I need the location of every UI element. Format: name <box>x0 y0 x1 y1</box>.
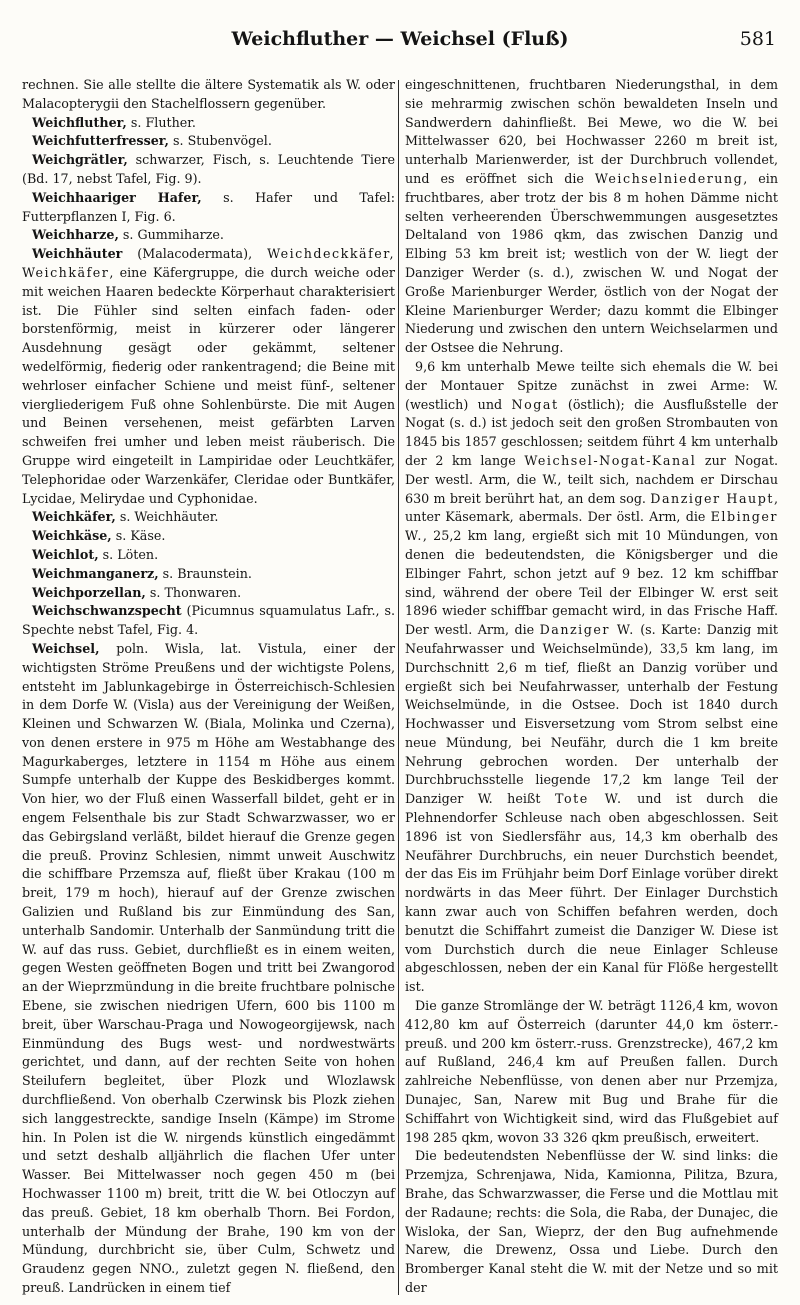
entry-text: rechnen. Sie alle stellte die ältere Systematik als W. oder Malacopterygii den Stachelflossern gegenüber. <box>22 77 395 111</box>
entry-text: und ist durch die Plehnendorfer Schleuse nach oben abgeschlossen. Seit 1896 ist von Siedlersfähr aus, 14,3 km oberhalb des Neufährer Durchbruchs, ein neuer Durchstich beendet, der das Eis im Frühjahr beim Dorf Einlage vorüber direkt nordwärts in das Meer führt. Der Einlager Durchstich kann zwar auch von Schiffen befahren werden, doch benutzt die Schiffahrt zumeist die Danziger W. Diese ist vom Durchstich durch die neue Einlager Schleuse abgeschlossen, neben der ein Kanal für Flöße hergestellt ist. <box>405 791 779 995</box>
entry-text: , eine Käfergruppe, die durch weiche oder mit weichen Haaren bedeckte Körperhaut charakterisiert ist. Die Fühler sind selten einfach faden- oder borstenförmig, meist in kürzerer oder längerer Ausdehnung gesägt oder gekämmt, seltener wedelförmig, fiederig oder rankentragend; die Beine mit wehrloser einfacher Schiene und meist fünf-, seltener viergliederigem Fuß ohne Sohlenbürste. Die mit Augen und Beinen versehenen, meist gefärbten Larven schweifen frei umher und leben meist räuberisch. Die Gruppe wird eingeteilt in Lampiridae oder Leuchtkäfer, Telephoridae oder Warzenkäfer, Cleridae oder Buntkäfer, Lycidae, Melirydae und Cyphonidae. <box>22 264 395 506</box>
entry-headword: Weichporzellan, <box>32 584 146 600</box>
entry-text: s. Gummiharze. <box>118 227 224 243</box>
dictionary-entry <box>22 584 395 603</box>
running-head: Weichfluther — Weichsel (Fluß) <box>231 28 569 50</box>
right-column <box>405 76 778 1298</box>
entry-headword: Weichsel, <box>32 640 100 656</box>
page-header <box>22 26 778 56</box>
entry-text: , unter Käsemark, abermals. Der östl. Arm, die <box>405 490 778 525</box>
entry-headword: Weichgrätler, <box>32 152 128 168</box>
entry-text: s. Weichhäuter. <box>115 509 219 525</box>
entry-headword: Weichkäse, <box>32 528 112 544</box>
dictionary-entry <box>22 189 395 227</box>
dictionary-entry <box>22 527 395 546</box>
entry-headword: Weichschwanzspecht <box>32 603 182 619</box>
entry-text: zur Nogat. Der westl. Arm, die W., teilt sich, nachdem er Dirschau 630 m breit berührt hat, an dem sog. <box>405 452 779 506</box>
page-number: 581 <box>739 28 776 50</box>
entry-text: Die bedeutendsten Nebenflüsse der W. sind links: die Przemjza, Schrenjawa, Nida, Kamionna, Pilitza, Bzura, Brahe, das Schwarzwasser, die Ferse und die Mottlau mit der Radaune; rechts: die Sola, die Raba, der Dunajec, die Wisloka, der San, Wieprz, der den Bug aufnehmende Narew, die Drewenz, Ossa und Liebe. Durch den Bromberger Kanal steht die W. mit der Netze und so mit der <box>405 1148 778 1295</box>
dictionary-entry <box>22 546 395 565</box>
spaced-term: Danziger Haupt <box>650 490 774 506</box>
column-divider <box>398 80 399 1295</box>
spaced-term: Tote W. <box>555 791 623 807</box>
entry-headword: Weichhaariger Hafer, <box>32 189 202 205</box>
entry-text: 9,6 km unterhalb Mewe teilte sich ehemals die W. bei der Montauer Spitze zunächst in zwei Arme: W. (westlich) und <box>405 358 778 412</box>
dictionary-entry <box>22 151 395 189</box>
dictionary-entry <box>22 640 395 1298</box>
entry-headword: Weichmanganerz, <box>32 565 159 581</box>
dictionary-entry <box>22 132 395 151</box>
text-paragraph <box>22 76 395 114</box>
entry-text: s. Braunstein. <box>158 565 252 581</box>
entry-text: , 25,2 km lang, ergießt sich mit 10 Mündungen, von denen die bedeutendsten, die Königsberger und die Elbinger Fahrt, schon jetzt auf 9 bez. 12 km schiffbar sind, während der obere Teil der Elbinger W. erst seit 1896 wieder schiffbar gemacht wird, in das Frische Haff. Der westl. Arm, die <box>405 528 778 638</box>
entry-text: (Malacodermata), <box>122 246 268 262</box>
spaced-term: Weichsel-Nogat-Kanal <box>524 452 697 468</box>
entry-text: , ein fruchtbares, aber trotz der bis 8 m hohen Dämme nicht selten verheerenden Überschwemmungen ausgesetztes Deltaland von 1986 qkm, das zwischen Danzig und Elbing 53 km breit ist; westlich von der W. liegt der Danziger Werder (s. d.), zwischen W. und Nogat der Große Marienburger Werder, östlich von der Nogat der Kleine Marienburger Werder; dazu kommt die Elbinger Niederung und zwischen den untern Weichselarmen und der Ostsee die Nehrung. <box>405 170 778 356</box>
entry-text: s. Fluther. <box>126 114 196 130</box>
entry-headword: Weichhäuter <box>32 246 123 262</box>
text-paragraph <box>405 76 778 358</box>
spaced-term: Weichdeckkäfer, Weichkäfer <box>22 246 395 280</box>
entry-text: (östlich); die Ausflußstelle der Nogat (s. d.) ist jedoch seit den großen Strombauten von 1845 bis 1857 geschlossen; seitdem führt 4 km unterhalb der 2 km lange <box>405 396 778 468</box>
entry-text: eingeschnittenen, fruchtbaren Niederungsthal, in dem sie mehrarmig zwischen schön bewaldeten Inseln und Sandwerdern dahinfließt. Bei Mewe, wo die W. bei Mittelwasser 620, bei Hochwasser 2260 m breit ist, unterhalb Marienwerder, ist der Durchbruch vollendet, und es eröffnet sich die <box>405 77 778 186</box>
entry-text: s. Thonwaren. <box>145 584 242 600</box>
dictionary-entry <box>22 565 395 584</box>
entry-text: s. Käse. <box>111 528 166 544</box>
entry-text: s. Hafer und Tafel: Futterpflanzen I, Fig. 6. <box>22 189 395 224</box>
dictionary-entry <box>22 226 395 245</box>
entry-text: s. Löten. <box>98 546 159 562</box>
entry-text: s. Stubenvögel. <box>168 133 272 149</box>
spaced-term: Nogat <box>511 396 559 412</box>
entry-text: poln. Wisla, lat. Vistula, einer der wichtigsten Ströme Preußens und der wichtigste Polens, entsteht im Jablunkagebirge in Österreichisch-Schlesien in dem Dorfe W. (Visla) aus der Vereinigung der Weißen, Kleinen und Schwarzen W. (Biala, Molinka und Czerna), von denen erstere in 975 m Höhe am Westabhange des Magurkaberges, letztere in 1154 m Höhe aus einem Sumpfe unterhalb der Kuppe des Beskidberges kommt. Von hier, wo der Fluß einen Wasserfall bildet, geht er in engem Felsenthale bis zur Stadt Schwarzwasser, wo er das Gebirgsland verläßt, bildet hierauf die Grenze gegen die preuß. Provinz Schlesien, nimmt unweit Auschwitz die schiffbare Przemsza auf, fließt über Krakau (100 m breit, 179 m hoch), hierauf auf der Grenze zwischen Galizien und Rußland bis zur Einmündung des San, unterhalb Sandomir. Unterhalb der Sanmündung tritt die W. auf das russ. Gebiet, durchfließt es in einem weiten, gegen Westen geöffneten Bogen und tritt bei Zwangorod an der Wieprzmündung in die breite fruchtbare polnische Ebene, sie zwischen niedrigen Ufern, 600 bis 1100 m breit, über Warschau-Praga und Nowogeorgijewsk, nach Einmündung des Bugs west- und nordwestwärts gerichtet, und dann, auf der rechten Seite von hohen Steilufern begleitet, über Plozk und Wlozlawsk durchfließend. Von oberhalb Czerwinsk bis Plozk ziehen sich langgestreckte, sandige Inseln (Kämpe) im Strome hin. In Polen ist die W. nirgends künstlich eingedämmt und setzt deshalb alljährlich die flachen Ufer unter Wasser. Bei Mittelwasser noch gegen 450 m (bei Hochwasser 1100 m) breit, tritt die W. bei Otloczyn auf das preuß. Gebiet, 18 km oberhalb Thorn. Bei Fordon, unterhalb der Mündung der Brahe, 190 km von der Mündung, durchbricht sie, über Culm, Schwetz und Graudenz gegen NNO., zuletzt gegen N. fließend, den preuß. Landrücken in einem tief <box>22 640 395 1295</box>
dictionary-entry <box>22 508 395 527</box>
dictionary-entry <box>22 602 395 640</box>
entry-headword: Weichfluther, <box>32 114 127 130</box>
dictionary-entry <box>22 245 395 508</box>
entry-text: (Picumnus squamulatus Lafr., s. Spechte nebst Tafel, Fig. 4. <box>22 603 395 638</box>
text-paragraph <box>405 358 778 997</box>
text-paragraph <box>405 1147 778 1297</box>
entry-text: Die ganze Stromlänge der W. beträgt 1126,4 km, wovon 412,80 km auf Österreich (darunter 44,0 km österr.-preuß. und 200 km österr.-russ. Grenzstrecke), 467,2 km auf Rußland, 246,4 km auf Preußen fallen. Durch zahlreiche Nebenflüsse, von denen aber nur Przemjza, Dunajec, San, Narew mit Bug und Brahe für die Schiffahrt von Wichtigkeit sind, wird das Flußgebiet auf 198 285 qkm, wovon 33 326 qkm preußisch, erweitert. <box>405 998 778 1145</box>
entry-text: schwarzer, Fisch, s. Leuchtende Tiere (Bd. 17, nebst Tafel, Fig. 9). <box>22 152 395 186</box>
spaced-term: Elbinger W. <box>405 509 778 544</box>
left-column <box>22 76 395 1298</box>
spaced-term: Weichselniederung <box>594 170 744 186</box>
spaced-term: Danziger W. <box>539 622 635 638</box>
entry-headword: Weichkäfer, <box>32 509 116 525</box>
entry-headword: Weichharze, <box>32 227 119 243</box>
dictionary-entry <box>22 114 395 133</box>
entry-text: (s. Karte: Danzig mit Neufahrwasser und Weichselmünde), 33,5 km lang, im Durchschnitt 2,6 m tief, fließt an Danzig vorüber und ergießt sich bei Neufahrwasser, unterhalb der Festung Weichselmünde, in die Ostsee. Doch ist 1840 durch Hochwasser und Eisversetzung vom Strom selbst eine neue Mündung, bei Neufähr, durch die 1 km breite Nehrung gebrochen worden. Der unterhalb der Durchbruchsstelle liegende 17,2 km lange Teil der Danziger W. heißt <box>405 622 778 807</box>
entry-headword: Weichlot, <box>32 546 99 562</box>
entry-headword: Weichfutterfresser, <box>32 133 169 149</box>
text-paragraph <box>405 997 778 1147</box>
